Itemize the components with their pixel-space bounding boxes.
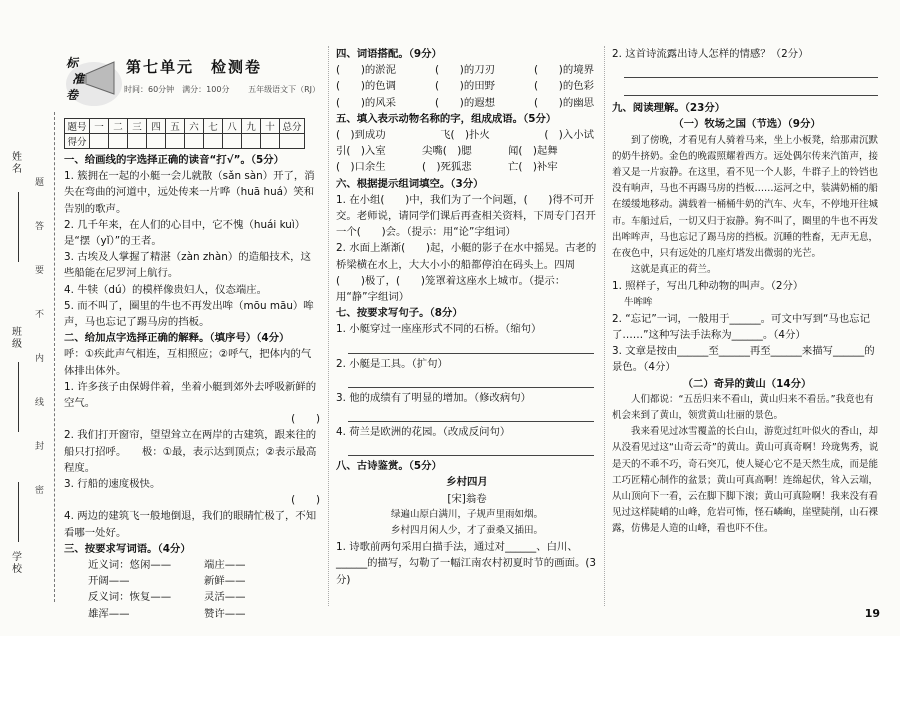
q2-1-answer[interactable]: ( ) (291, 413, 320, 426)
answer-line[interactable] (348, 372, 594, 388)
score-cell[interactable] (280, 134, 305, 149)
poem-line-2: 乡村四月闲人少，才了蚕桑又插田。 (390, 525, 543, 537)
word-pair: 灵活—— (204, 591, 246, 604)
score-cell[interactable] (109, 134, 128, 149)
score-row-label: 得分 (65, 134, 90, 149)
column-divider (328, 46, 329, 606)
q6-2: 2. 水面上渐渐( )起，小艇的影子在水中摇晃。古老的桥梁横在水上，大大小小的船都停泊在码头上。四周( )极了，( )笼罩着这座水上城市。（提示：用“静”字组词） (336, 242, 597, 304)
warning-char-2: 答 (35, 222, 45, 232)
score-cell[interactable] (242, 134, 261, 149)
name-label: 姓名 (12, 152, 22, 175)
s2-options: 呼：①疾此声气相连，互相照应；②呼气，把体内的气体排出体外。 (64, 348, 312, 377)
q9-1-example: 牛哞哞 (624, 296, 653, 308)
section-1-title: 一、给画线的字选择正确的读音“打√”。（5分） (64, 154, 285, 166)
q6-1: 1. 在小组( )中，我们为了一个问题，( )得不可开交。老师说，请同学们课后再查相关资料，下周专门召开一个( )会。（提示：用“论”字组词） (336, 193, 596, 239)
match-item: ( )的风采 (336, 96, 397, 109)
section-2-title: 二、给加点字选择正确的解释。（填序号）（4分） (64, 332, 290, 345)
q7-2: 2. 小艇是工具。（扩句） (336, 357, 448, 370)
warning-char-6: 线 (35, 398, 45, 408)
score-cell[interactable] (261, 134, 280, 149)
fill-item: ( )口余生 (336, 161, 386, 174)
q7-4: 4. 荷兰是欧洲的花园。（改成反问句） (336, 426, 511, 439)
q1-5: 5. 而不叫了，圈里的牛也不再发出哞（mōu māu）哞声，马也忘记了踢马房的挡板。 (64, 299, 314, 329)
match-row (336, 62, 598, 78)
name-line (18, 192, 19, 262)
answer-line[interactable] (348, 338, 594, 354)
column-2 (336, 46, 598, 606)
column-3 (612, 46, 882, 606)
section-6-title: 六、根据提示组词填空。（3分） (336, 177, 484, 190)
fill-item: ( )死狐悲 (422, 161, 472, 174)
fill-item: 引( )入室 (336, 145, 386, 158)
score-col: 三 (128, 119, 147, 134)
antonym-label: 反义词：恢复—— (88, 591, 172, 604)
passage-2-intro: 人们都说：“五岳归来不看山，黄山归来不看岳。”我竟也有机会来到了黄山，领赏黄山壮丽的景色。 (612, 393, 874, 422)
score-col: 九 (242, 119, 261, 134)
class-line (18, 362, 19, 432)
word-pair: 赞许—— (204, 607, 246, 620)
fill-item: 闻( )起舞 (508, 145, 558, 158)
answer-line[interactable] (624, 62, 878, 78)
fill-row (336, 143, 598, 159)
logo-char-2: 准 (72, 72, 85, 86)
q1-4: 4. 牛犊（dú）的模样像贵妇人，仪态端庄。 (64, 283, 268, 296)
poem-author: [宋]翁卷 (447, 492, 487, 505)
poem-title: 乡村四月 (446, 476, 488, 489)
logo-char-3: 卷 (66, 88, 79, 102)
warning-char-4: 不 (35, 310, 45, 320)
word-pair: 新鲜—— (204, 575, 246, 588)
time-info: 时间：60分钟 满分：100分 (124, 85, 230, 94)
page-title: 第七单元 检测卷 (126, 58, 263, 76)
score-col: 七 (204, 119, 223, 134)
trumpet-logo (64, 54, 124, 108)
q2-4: 4. 两边的建筑飞一般地倒退，我们的眼睛忙极了，不知看哪一处好。 (64, 510, 317, 539)
q7-3: 3. 他的成绩有了明显的增加。（修改病句） (336, 391, 532, 404)
section-7-title: 七、按要求写句子。（8分） (336, 307, 463, 320)
logo-char-1: 标 (66, 56, 79, 70)
poem-line-1: 绿遍山原白满川，子规声里雨如烟。 (390, 508, 543, 520)
fill-item: ( )入小试 (544, 129, 594, 142)
q1-1: 1. 簇拥在一起的小艇一会儿就散（sǎn sàn）开了，消失在弯曲的河道中，远处传来一片哗（huā huá）笑和告别的歌声。 (64, 170, 315, 215)
score-header-label: 题号 (65, 119, 90, 134)
match-row (336, 95, 598, 111)
school-label: 学校 (12, 552, 22, 575)
match-item: ( )的淤泥 (336, 64, 397, 77)
score-cell[interactable] (166, 134, 185, 149)
warning-char-1: 题 (35, 178, 45, 188)
score-table (64, 118, 305, 149)
exam-header (64, 48, 320, 112)
q8-2: 2. 这首诗流露出诗人怎样的情感？（2分） (612, 48, 809, 60)
section-9-title: 九、阅读理解。（23分） (612, 102, 726, 115)
passage-2-text: 我来看见过冰雪覆盖的长白山，游览过红叶似火的香山，却从没看见过这“山奇云奇”的黄山。黄山可真奇啊！玲珑隽秀，说是天的不乖不巧，奇石突兀，使人疑心它不是天然生成，而是能工巧匠精心制作的盆景；黄山可真高啊！连绵起伏，耸入云端，从山顶向下一看，云在脚下脚下滚；黄山可真险啊！我来没有看见过这样陡峭的山峰，危岩可怖，怪石嶙峋，崖壁陡削，山石裸露，仿佛是人造的山峰，看也吓不住。 (612, 426, 879, 535)
fill-row (336, 159, 598, 175)
passage-1-text: 到了傍晚，才看见有人骑着马来，坐上小板凳，给那肃沉默的奶牛挤奶。金色的晚霞照耀着西方。远处偶尔传来汽笛声，接着又是一片寂静。在这里，看不见一个人影，牛群子上的铃铛也没有响声，马也不再踢马房的挡板……运河之中，装满奶桶的船在缓缓地移动。满载着一桶桶牛奶的汽车、火车，不停地开往城市。车船过后，一切又归于寂静。狗不叫了，圈里的牛也不再发出哞哞声，马也忘记了踢马房的挡板。沉睡的牲畜，无声无息，在夜色中，只有远处的几座灯塔发出微弱的光芒。 (612, 134, 879, 260)
score-col: 总分 (280, 119, 305, 134)
section-4-title: 四、词语搭配。（9分） (336, 48, 442, 60)
q9-2: 2. “忘记”一词，一般用于______。可文中写到“马也忘记了……”这种写法手法称为______。（4分） (612, 312, 870, 342)
word-pair: 雄浑—— (88, 607, 130, 620)
answer-line[interactable] (348, 406, 594, 422)
binding-margin (6, 112, 55, 602)
warning-char-3: 要 (35, 266, 45, 276)
q8-1: 1. 诗歌前两句采用白描手法，通过对______、白川、______的描写，勾勒了一幅江南农村初夏时节的画面。(3分) (336, 541, 597, 586)
score-cell[interactable] (90, 134, 109, 149)
fill-item: 亡( )补牢 (508, 161, 558, 174)
word-pair: 端庄—— (204, 559, 246, 572)
q2-1: 1. 许多孩子由保姆伴着，坐着小艇到郊外去呼吸新鲜的空气。 (64, 380, 317, 410)
match-item: ( )的幽思 (533, 96, 594, 109)
q7-1: 1. 小艇穿过一座座形式不同的石桥。（缩句） (336, 323, 542, 336)
section-3-title: 三、按要求写词语。（4分） (64, 542, 191, 555)
score-col: 十 (261, 119, 280, 134)
q2-2: 2. 我们打开窗帘，望望耸立在两岸的古建筑，跟来往的船只打招呼。 极：①最，表示达到顶点；②表示最高程度。 (64, 429, 317, 474)
warning-char-8: 密 (35, 486, 45, 496)
q9-3: 3. 文章是按由______至______再至______来描写______的景色。（4分） (612, 345, 875, 374)
score-col: 一 (90, 119, 109, 134)
score-col: 四 (147, 119, 166, 134)
match-row (336, 78, 598, 94)
fill-item: 尖嘴( )腮 (422, 145, 472, 158)
q1-2: 2. 几千年来，在人们的心目中，它不愧（huái kuì）是“摆（yǐ）”的王者。 (64, 218, 306, 248)
score-col: 五 (166, 119, 185, 134)
column-1 (64, 152, 320, 712)
synonym-label: 近义词：悠闲—— (88, 559, 172, 572)
match-item: ( )的遐想 (434, 96, 496, 109)
passage-1-end: 这就是真正的荷兰。 (631, 264, 717, 276)
word-pair: 开阔—— (88, 575, 130, 588)
score-col: 二 (109, 119, 128, 134)
q2-3-answer[interactable]: ( ) (291, 494, 320, 507)
score-cell[interactable] (204, 134, 223, 149)
score-cell[interactable] (128, 134, 147, 149)
q9-1: 1. 照样子，写出几种动物的叫声。（2分） (612, 280, 804, 293)
answer-line[interactable] (624, 80, 878, 96)
passage-2-title: （二）奇异的黄山（14分） (682, 377, 812, 390)
match-item: ( )的色调 (336, 80, 397, 93)
match-item: ( )的田野 (434, 80, 496, 93)
match-item: ( )的境界 (533, 64, 594, 77)
warning-char-5: 内 (35, 354, 45, 364)
match-item: ( )的刀刃 (434, 64, 496, 77)
score-cell[interactable] (147, 134, 166, 149)
q1-3: 3. 古埃及人掌握了精湛（zàn zhàn）的造船技术，这些船能在尼罗河上航行。 (64, 251, 311, 280)
fill-item: ( )到成功 (336, 129, 386, 142)
match-item: ( )的色彩 (533, 80, 594, 93)
grade-info: 五年级语文下（RJ） (248, 85, 320, 94)
q2-3: 3. 行船的速度极快。 (64, 478, 161, 491)
score-col: 六 (185, 119, 204, 134)
column-divider (604, 46, 605, 606)
passage-1-title: （一）牧场之国（节选）（9分） (673, 118, 821, 131)
score-col: 八 (223, 119, 242, 134)
fill-row (336, 127, 598, 143)
score-cell[interactable] (185, 134, 204, 149)
class-label: 班级 (12, 327, 22, 350)
score-cell[interactable] (223, 134, 242, 149)
answer-line[interactable] (348, 440, 594, 456)
section-5-title: 五、填入表示动物名称的字，组成成语。（5分） (336, 112, 557, 125)
fill-item: 飞( )扑火 (440, 129, 490, 142)
section-8-title: 八、古诗鉴赏。（5分） (336, 460, 442, 473)
school-line (18, 482, 19, 542)
warning-char-7: 封 (35, 442, 45, 452)
page-number: 19 (864, 607, 880, 620)
